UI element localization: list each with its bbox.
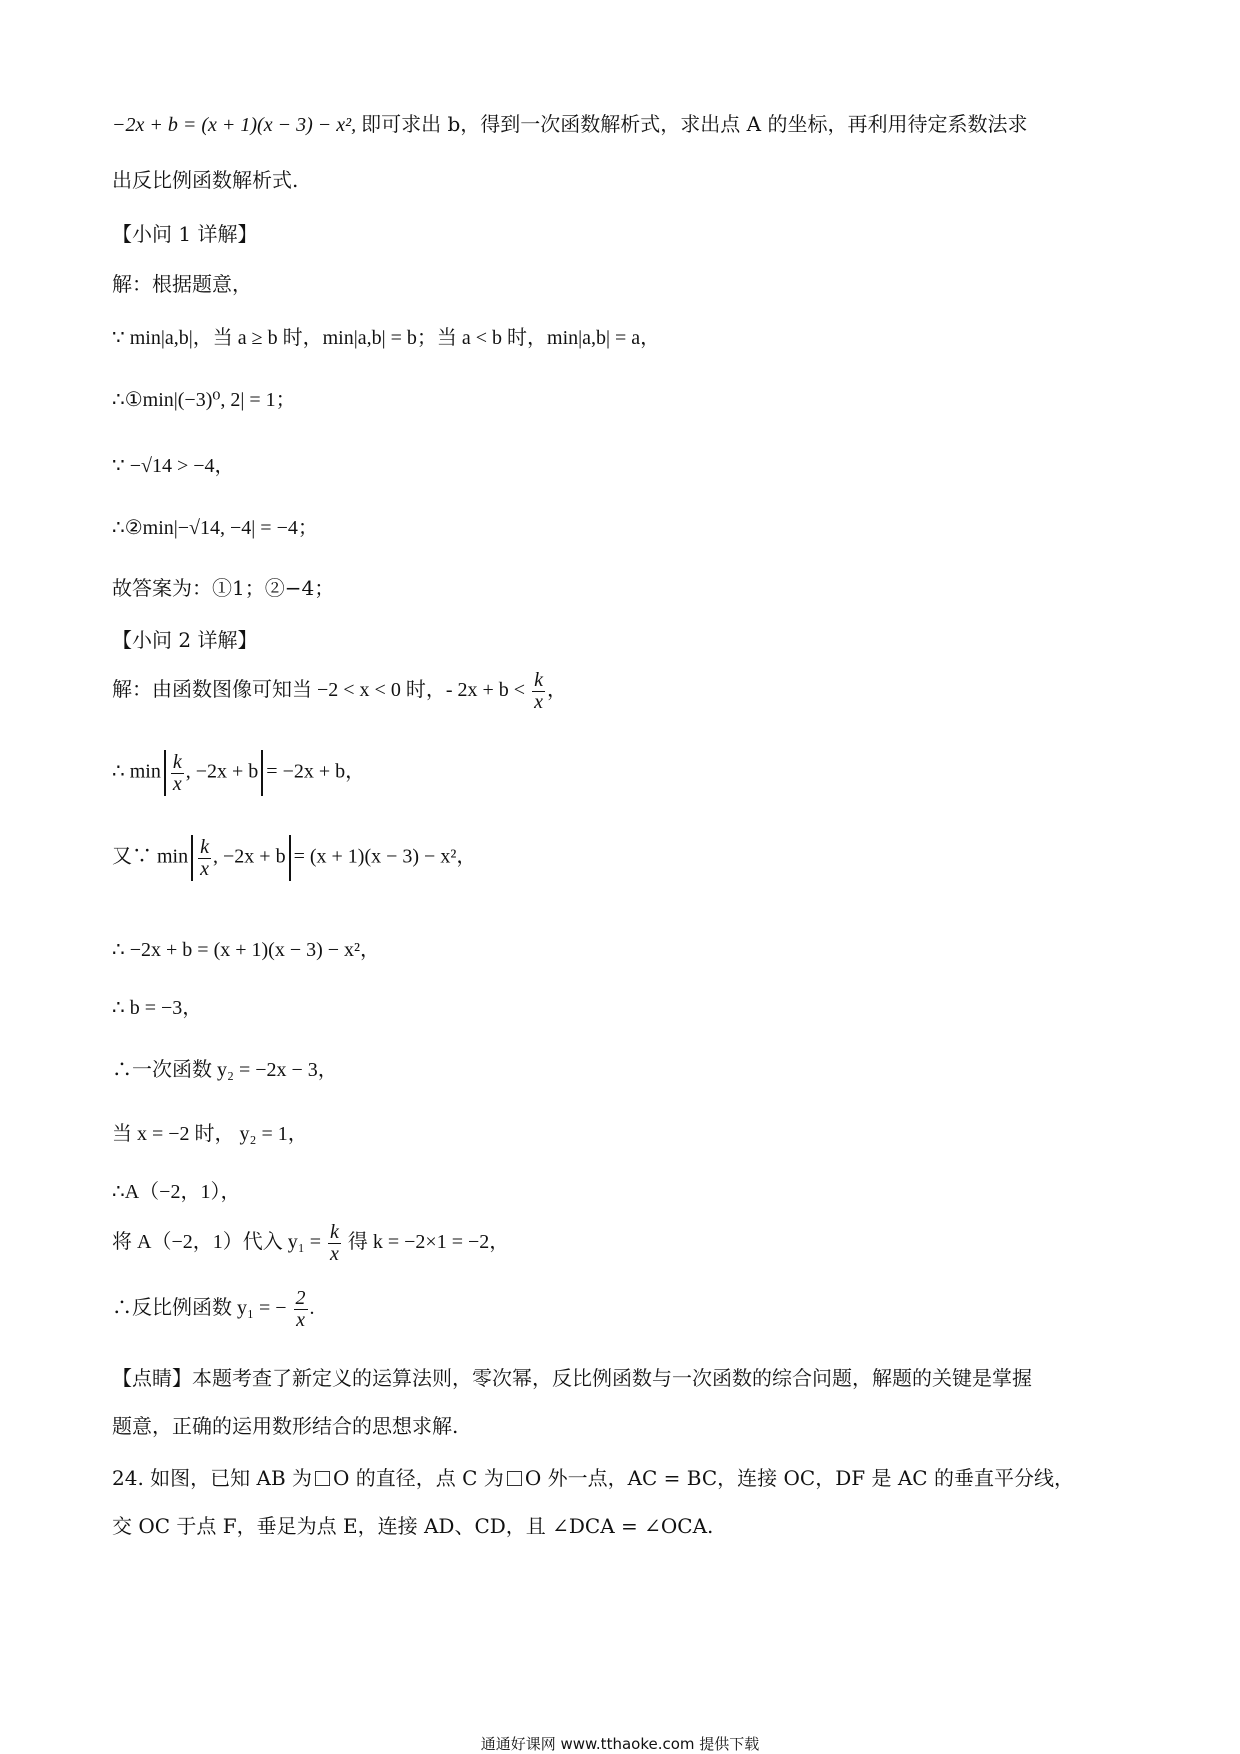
text: 得 k = −2×1 = −2， [347,1231,510,1254]
problem-24-line: 交 OC 于点 F，垂足为点 E，连接 AD、CD，且 ∠DCA = ∠OCA. [112,1514,714,1538]
text: ∴ min [112,760,161,783]
text: O 的直径，点 C 为 [333,1466,504,1490]
text-line: 解：根据题意， [112,272,252,296]
equation-line: ∴一次函数 y₂ = −2x − 3， [112,1059,338,1081]
equation-line: ∴ −2x + b = (x + 1)(x − 3) − x²， [112,939,381,961]
fraction [294,1288,308,1331]
equation-line: ∴ b = −3， [112,997,203,1019]
denominator: x [329,1243,339,1265]
equation-line: ∵ min|a,b|，当 a ≥ b 时，min|a,b| = b；当 a < b 时，min|a,b| = a， [112,327,661,349]
numerator: k [200,835,210,858]
equation-line: ∵ −√14 > −4， [112,455,235,477]
equation-line: ∴A（−2，1）， [112,1181,241,1203]
text: 又∵ min [112,845,189,868]
denominator: x [200,857,210,880]
abs-bar [289,835,291,881]
text-line: 【点睛】本题考查了新定义的运算法则，零次幂，反比例函数与一次函数的综合问题，解题的关键是掌握 [112,1366,1032,1390]
text: 即可求出 b，得到一次函数解析式，求出点 A 的坐标，再利用待定系数法求 [361,112,1028,136]
text: O 外一点，AC = BC，连接 OC，DF 是 AC 的垂直平分线， [524,1466,1074,1490]
text-line [112,112,1027,138]
text: 24. 如图，已知 AB 为 [112,1466,313,1490]
equation-line [112,835,476,881]
equation-line: ∴②min|−√14, −4| = −4； [112,517,318,539]
numerator: k [172,750,182,773]
abs-bar [191,835,193,881]
section-heading: 【小问 1 详解】 [112,222,258,246]
denominator: x [534,691,543,713]
text-line: 故答案为：①1；②−4； [112,576,335,600]
fraction [328,1222,341,1265]
numerator: k [329,1221,339,1243]
equation-line [112,1222,509,1265]
equation-line [112,750,365,796]
equation-line: 当 x = −2 时， y₂ = 1， [112,1123,308,1145]
fraction [532,670,545,713]
footer: 通通好课网 www.tthaoke.com 提供下载 [480,1735,760,1753]
equation-line: 解：由函数图像可知当 −2 < x < 0 时，- 2x + b < $\frac{k}{x}$ ， [112,669,567,713]
text-line: 题意，正确的运用数形结合的思想求解. [112,1414,459,1438]
fraction [171,752,184,795]
text: = −2x + b， [266,760,366,783]
text: = (x + 1)(x − 3) − x²， [293,845,477,868]
equation: −2x + b = (x + 1)(x − 3) − x², [112,114,362,136]
numerator: 2 [295,1287,306,1309]
equation-line: ∴①min|(−3)⁰, 2| = 1； [112,389,296,411]
abs-bar [261,750,263,796]
fraction [198,837,211,880]
text: 解：由函数图像可知当 −2 < x < 0 时，- 2x + b < [112,679,526,702]
problem-24-line [112,1466,1074,1491]
text: ∴反比例函数 y₁ = − [112,1297,287,1320]
text-line: 出反比例函数解析式. [112,168,299,192]
denominator: x [172,772,182,795]
numerator: k [534,669,543,691]
circle-symbol-icon [315,1471,330,1486]
equation-line [112,1288,315,1331]
section-heading: 【小问 2 详解】 [112,628,258,652]
abs-bar [164,750,166,796]
text: . [309,1297,315,1320]
text: , −2x + b [213,845,286,868]
text: 将 A（−2，1）代入 y₁ = [112,1231,321,1254]
circle-symbol-icon [507,1471,522,1486]
denominator: x [296,1309,305,1331]
text: , −2x + b [185,760,259,783]
